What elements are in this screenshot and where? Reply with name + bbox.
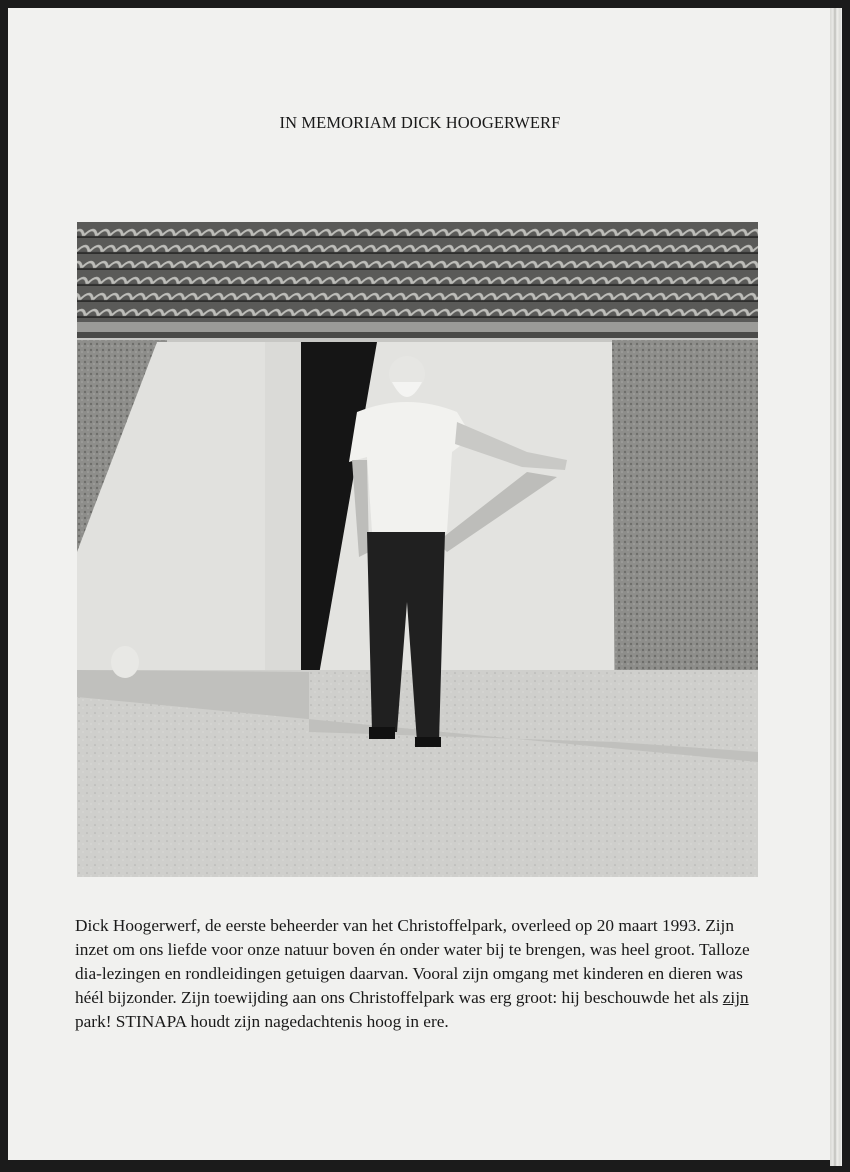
page-title: IN MEMORIAM DICK HOOGERWERF: [279, 113, 561, 132]
photo-caption: [75, 914, 765, 1034]
caption-text-start: Dick Hoogerwerf, de eerste beheerder van het Christoffelpark, overleed op 20 maart 1993. Zijn inzet om ons liefde voor onze natuur boven én onder water bij te brengen, was heel groot. Talloze dia-lezingen en rondleidingen getuigen daarvan. Vooral zijn omgang met kinderen en dieren was héél bijzonder. Zijn toewijding aan ons Christoffelpark was erg groot: hij beschouwde het als: [75, 916, 750, 1007]
caption-paragraph: [75, 914, 765, 1034]
caption-text-end: park! STINAPA houdt zijn nagedachtenis hoog in ere.: [75, 1012, 449, 1031]
memorial-photo: [77, 222, 758, 877]
page-edge: [830, 8, 842, 1166]
photograph-of-man-at-doorway-icon: [77, 222, 758, 877]
caption-emphasis: zijn: [722, 988, 749, 1007]
